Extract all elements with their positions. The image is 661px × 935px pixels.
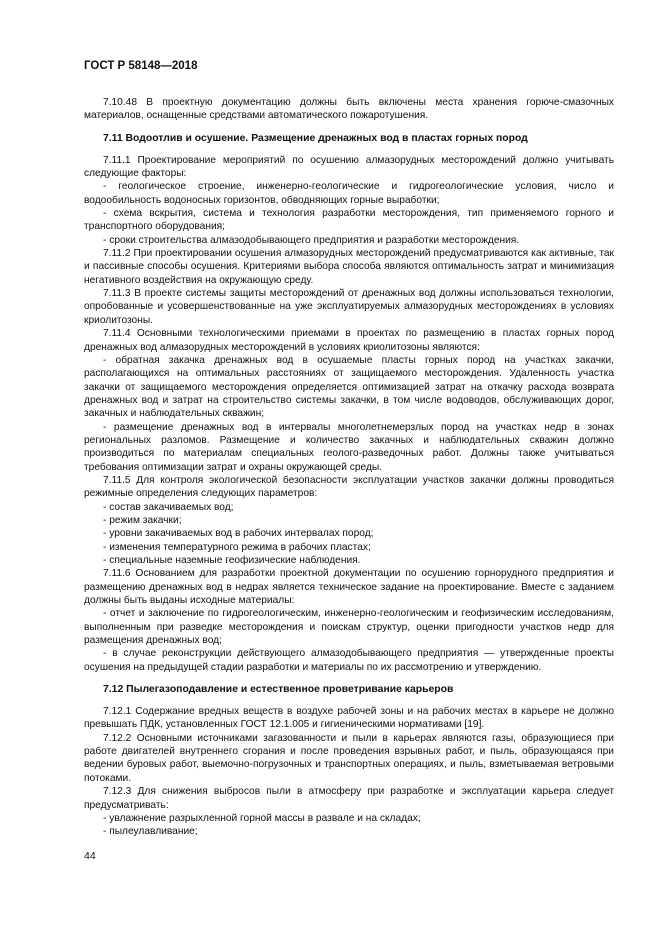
section-heading: 7.11 Водоотлив и осушение. Размещение дренажных вод в пластах горных пород <box>103 132 528 144</box>
paragraph: 7.12.3 Для снижения выбросов пыли в атмосферу при разработке и эксплуатации карьера следует предусматривать: <box>84 786 614 811</box>
paragraph: 7.11.5 Для контроля экологической безопасности эксплуатации участков закачки должны проводиться режимные определения следующих параметров: <box>84 474 614 500</box>
paragraph: 7.10.48 В проектную документацию должны быть включены места хранения горюче-смазочных материалов, оснащенные средствами автоматического пожаротушения. <box>84 97 614 122</box>
paragraph: 7.12.1 Содержание вредных веществ в воздухе рабочей зоны и на рабочих местах в карьере не должно превышать ПДК, установленных ГОСТ 12.1.005 и гигиеническими нормативами [19]. <box>84 706 614 731</box>
paragraph: 7.11.1 Проектирование мероприятий по осушению алмазорудных месторождений должно учитывать следующие факторы: <box>84 154 614 180</box>
list-item: - сроки строительства алмазодобывающего предприятия и разработки месторождения. <box>103 234 520 246</box>
paragraph: 7.11.4 Основными технологическими приемами в проектах по размещению в пластах горных пород дренажных вод алмазорудных месторождений в условиях криолитозоны являются: <box>84 328 614 353</box>
list-item: - геологическое строение, инженерно-геологические и гидрогеологические условия, число и водообильность водоносных горизонтов, обводняющих горные выработки; <box>84 181 614 206</box>
document-body <box>84 96 614 839</box>
list-item: - специальные наземные геофизические наблюдения. <box>103 555 361 566</box>
list-item: - размещение дренажных вод в интервалы многолетнемерзлых пород на участках недр в зонах региональных разломов. Размещение и количество закачных и наблюдательных скважин должно производиться по материалам специальных геолого-разведочных работ. Должны также учитываться требования оптимизации затрат и охраны окружающей среды. <box>84 421 614 473</box>
paragraph: 7.11.3 В проекте системы защиты месторождений от дренажных вод должны использоваться технологии, опробованные и усовершенствованные на уже эксплуатируемых алмазорудных месторождениях в условиях криолитозоны. <box>84 288 614 326</box>
list-item: - изменения температурного режима в рабочих пластах; <box>103 541 371 553</box>
list-item: - пылеулавливание; <box>103 826 198 838</box>
page-number: 44 <box>84 850 96 862</box>
list-item: - режим закачки; <box>103 514 182 526</box>
list-item: - состав закачиваемых вод; <box>103 501 234 513</box>
document-header: ГОСТ Р 58148—2018 <box>84 60 198 72</box>
paragraph: 7.11.2 При проектировании осушения алмазорудных месторождений предусматриваются как активные, так и пассивные способы осушения. Критериями выбора способа являются оптимальность затрат и минимизация негативного воздействия на окружающую среду. <box>84 248 614 286</box>
list-item: - увлажнение разрыхленной горной массы в развале и на складах; <box>103 812 421 824</box>
list-item: - в случае реконструкции действующего алмазодобывающего предприятия — утвержденные проекты осушения на предыдущей стадии разработки и материалы по их рассмотрению и утверждению. <box>84 648 614 673</box>
list-item: - уровни закачиваемых вод в рабочих интервалах пород; <box>103 528 374 540</box>
list-item: - обратная закачка дренажных вод в осушаемые пласты горных пород на участках закачки, располагающихся на оптимальных расстояниях от защищаемого месторождения. Удаленность участка закачки от защищаемого месторождения определяется оптимизацией затрат на откачку расхода возврата дренажных вод и затрат на строительство системы закачки, в том числе водоводов, обслуживающих дорог, закачных и наблюдательных скважин; <box>84 354 614 420</box>
list-item: - отчет и заключение по гидрогеологическим, инженерно-геологическим и геофизическим исследованиям, выполненным при разведке месторождения и поискам структур, оценки пригодности участков недр для размещения дренажных вод; <box>84 608 614 647</box>
list-item: - схема вскрытия, система и технология разработки месторождения, тип применяемого горного и транспортного оборудования; <box>84 208 614 233</box>
paragraph: 7.12.2 Основными источниками загазованности и пыли в карьерах являются газы, образующиеся при работе двигателей внутреннего сгорания и после проведения взрывных работ, и пыль, образующаяся при ведении буровых работ, выемочно-погрузочных и транспортных операциях, и пыль, взметываемая ветровыми потоками. <box>84 732 614 784</box>
section-heading: 7.12 Пылегазоподавление и естественное проветривание карьеров <box>103 684 454 696</box>
paragraph: 7.11.6 Основанием для разработки проектной документации по осушению горнорудного предприятия и размещению дренажных вод в недрах является техническое задание на проектирование. Вместе с заданием должны быть выданы исходные материалы: <box>84 568 614 607</box>
